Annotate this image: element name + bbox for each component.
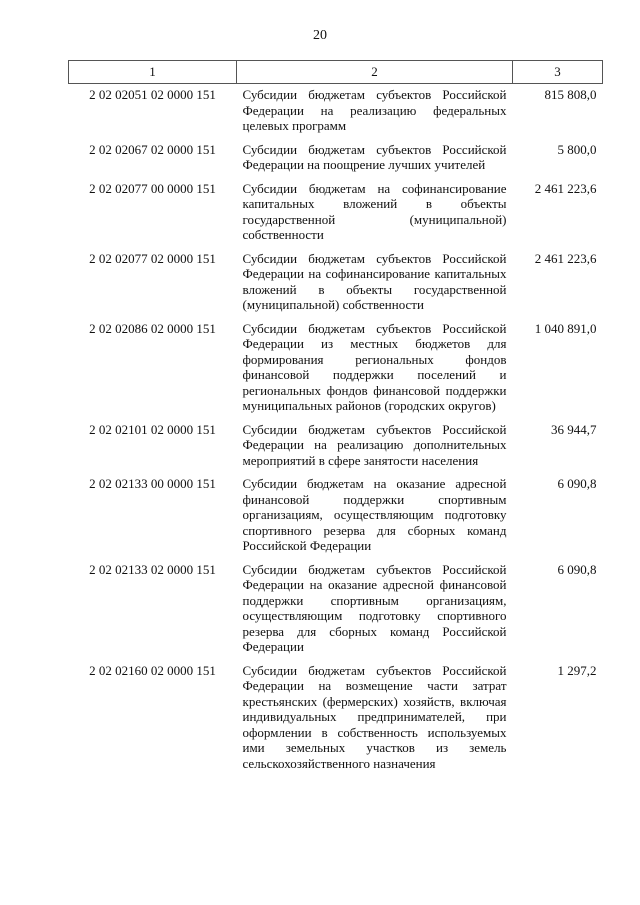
row-code: 2 02 02101 02 0000 151 [89, 421, 216, 437]
table-body [69, 84, 603, 778]
row-description: Субсидии бюджетам субъектов Российской Федерации на реализацию федеральных целевых программ [242, 87, 507, 133]
row-amount: 2 461 223,6 [534, 250, 597, 266]
row-code: 2 02 02160 02 0000 151 [89, 662, 216, 678]
table-row [69, 84, 603, 140]
row-code: 2 02 02067 02 0000 151 [89, 141, 216, 157]
table-row [69, 474, 603, 560]
column-header-description: 2 [237, 61, 513, 84]
row-amount: 6 090,8 [557, 561, 597, 577]
row-description: Субсидии бюджетам на оказание адресной финансовой поддержки спортивным организациям, осуществляющим подготовку спортивного резерва для сборных команд Российской Федерации [242, 476, 507, 553]
row-code: 2 02 02077 02 0000 151 [89, 250, 216, 266]
row-code: 2 02 02133 02 0000 151 [89, 561, 216, 577]
row-code: 2 02 02086 02 0000 151 [89, 320, 216, 336]
row-amount: 1 297,2 [557, 662, 597, 678]
row-description: Субсидии бюджетам субъектов Российской Федерации на реализацию дополнительных мероприятий в сфере занятости населения [242, 421, 507, 468]
row-amount: 6 090,8 [557, 476, 597, 491]
row-description: Субсидии бюджетам субъектов Российской Федерации на поощрение лучших учителей [242, 141, 507, 172]
row-description: Субсидии бюджетам субъектов Российской Федерации на софинансирование капитальных вложений в объекты государственной (муниципальной) собственности [242, 250, 507, 312]
row-amount: 815 808,0 [544, 87, 597, 102]
row-code: 2 02 02051 02 0000 151 [89, 87, 216, 102]
row-description: Субсидии бюджетам субъектов Российской Федерации на возмещение части затрат крестьянских (фермерских) хозяйств, включая индивидуальных предпринимателей, при оформлении в собственность используемых ими земельных участков из земель сельскохозяйственного назначения [242, 662, 507, 771]
row-amount: 36 944,7 [551, 421, 597, 437]
table-row [69, 249, 603, 319]
column-header-code: 1 [69, 61, 237, 84]
row-description: Субсидии бюджетам субъектов Российской Федерации из местных бюджетов для формирования региональных фондов финансовой поддержки поселений и региональных фондов финансовой поддержки муниципальных районов (городских округов) [242, 320, 507, 413]
header-row [69, 61, 603, 84]
row-amount: 1 040 891,0 [534, 320, 597, 336]
table-row [69, 140, 603, 179]
table-row [69, 179, 603, 249]
row-amount: 2 461 223,6 [534, 180, 597, 196]
row-amount: 5 800,0 [557, 141, 597, 157]
table-row [69, 560, 603, 661]
table-row [69, 661, 603, 778]
table-row [69, 420, 603, 475]
table-header [69, 61, 603, 84]
row-code: 2 02 02077 00 0000 151 [89, 180, 216, 196]
table-row [69, 319, 603, 420]
revenue-table [68, 60, 603, 777]
row-code: 2 02 02133 00 0000 151 [89, 476, 216, 491]
column-header-amount: 3 [513, 61, 603, 84]
row-description: Субсидии бюджетам субъектов Российской Федерации на оказание адресной финансовой поддержки спортивным организациям, осуществляющим подготовку спортивного резерва для сборных команд Российской Федерации [242, 561, 507, 654]
row-description: Субсидии бюджетам на софинансирование капитальных вложений в объекты государственной (муниципальной) собственности [242, 180, 507, 242]
page-number: 20 [313, 28, 327, 43]
